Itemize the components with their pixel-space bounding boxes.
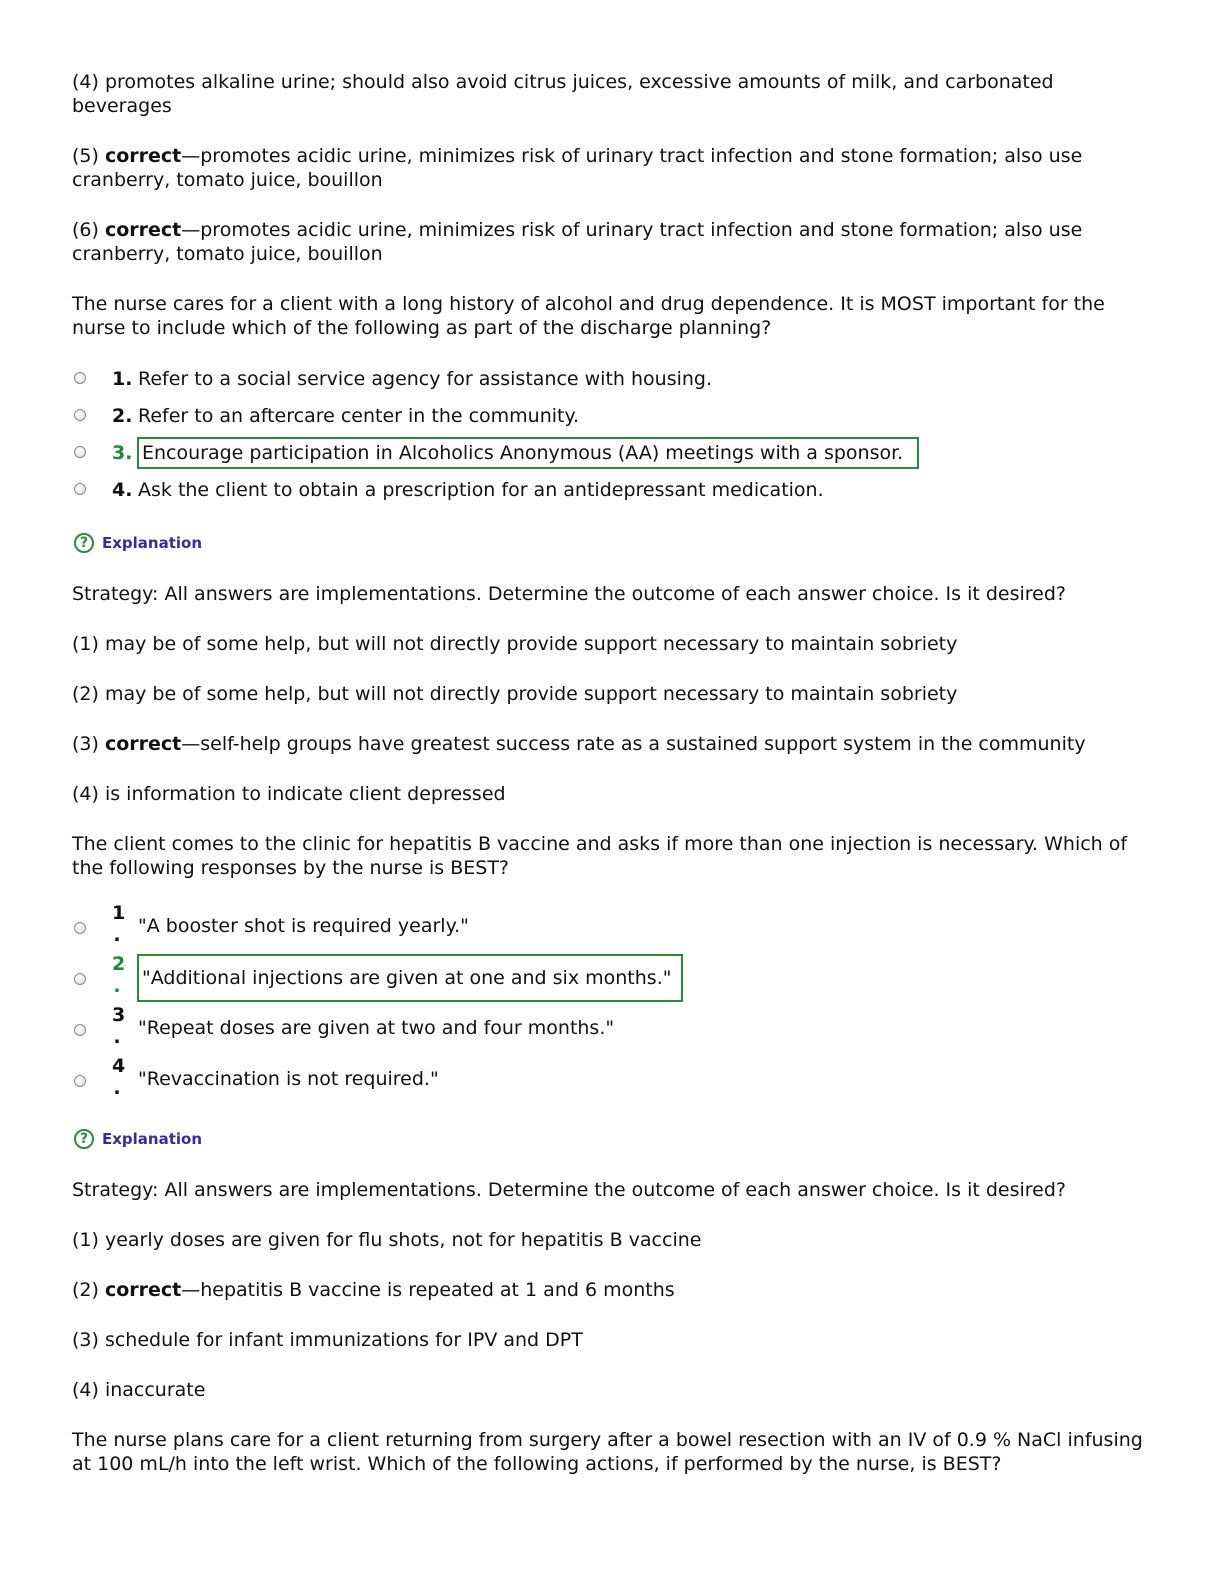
rationale-3: (3) correct—self-help groups have greatest success rate as a sustained support system in the community xyxy=(72,733,1086,755)
question-2-text: The client comes to the clinic for hepatitis B vaccine and asks if more than one injection is necessary. Which of the following responses by the nurse is BEST? xyxy=(72,833,1128,879)
answer-choice-2[interactable] xyxy=(72,399,1152,436)
rationale-3: (3) schedule for infant immunizations for IPV and DPT xyxy=(72,1329,583,1351)
choice-text: "Revaccination is not required." xyxy=(138,1068,439,1090)
question-circle-icon: ? xyxy=(74,1129,94,1149)
radio-button[interactable] xyxy=(74,922,86,934)
question-1-choices xyxy=(72,362,1152,510)
question-2-choices xyxy=(72,902,1152,1106)
rationale-1: (1) may be of some help, but will not directly provide support necessary to maintain sobriety xyxy=(72,633,958,655)
strategy-text: Strategy: All answers are implementations. Determine the outcome of each answer choice. Is it desired? xyxy=(72,1179,1067,1201)
rationale-2: (2) correct—hepatitis B vaccine is repeated at 1 and 6 months xyxy=(72,1279,675,1301)
explanation-link[interactable] xyxy=(72,1126,1152,1152)
correct-label: correct xyxy=(104,145,182,167)
answer-choice-1[interactable] xyxy=(72,362,1152,399)
choice-text: Ask the client to obtain a prescription for an antidepressant medication. xyxy=(138,479,824,501)
correct-label: correct xyxy=(104,733,182,755)
choice-text: Refer to a social service agency for assistance with housing. xyxy=(138,368,713,390)
answer-choice-4[interactable] xyxy=(72,473,1152,510)
question-3-text: The nurse plans care for a client returning from surgery after a bowel resection with an IV of 0.9 % NaCl infusing at 100 mL/h into the left wrist. Which of the following actions, if performed by the nurse, is BEST? xyxy=(72,1429,1143,1475)
question-circle-icon: ? xyxy=(74,533,94,553)
document-page xyxy=(72,70,1152,1476)
correct-answer-highlight: "Additional injections are given at one and six months." xyxy=(137,954,683,1002)
choice-number: 4. xyxy=(112,479,133,501)
answer-choice-4[interactable] xyxy=(72,1055,1152,1106)
choice-text: "A booster shot is required yearly." xyxy=(138,915,469,937)
rationale-1: (1) yearly doses are given for flu shots, not for hepatitis B vaccine xyxy=(72,1229,702,1251)
prev-rationale-6: (6) correct—promotes acidic urine, minimizes risk of urinary tract infection and stone formation; also use cranberry, tomato juice, bouillon xyxy=(72,219,1083,265)
radio-button[interactable] xyxy=(74,446,86,458)
choice-number: 4 . xyxy=(112,1055,126,1099)
explanation-link[interactable] xyxy=(72,530,1152,556)
choice-text: "Repeat doses are given at two and four months." xyxy=(138,1017,615,1039)
explanation-label: Explanation xyxy=(102,534,203,552)
correct-label: correct xyxy=(104,1279,182,1301)
strategy-text: Strategy: All answers are implementations. Determine the outcome of each answer choice. Is it desired? xyxy=(72,583,1067,605)
rationale-4: (4) inaccurate xyxy=(72,1379,206,1401)
rationale-2: (2) may be of some help, but will not directly provide support necessary to maintain sobriety xyxy=(72,683,958,705)
choice-number: 3 . xyxy=(112,1004,126,1048)
correct-label: correct xyxy=(104,219,182,241)
prev-rationale-5: (5) correct—promotes acidic urine, minimizes risk of urinary tract infection and stone formation; also use cranberry, tomato juice, bouillon xyxy=(72,145,1083,191)
prev-rationale-4: (4) promotes alkaline urine; should also avoid citrus juices, excessive amounts of milk, and carbonated beverages xyxy=(72,71,1054,117)
choice-number: 3. xyxy=(112,442,133,464)
choice-number: 1 . xyxy=(112,902,126,946)
radio-button[interactable] xyxy=(74,1024,86,1036)
answer-choice-2-correct[interactable] xyxy=(72,953,1152,1004)
rationale-4: (4) is information to indicate client depressed xyxy=(72,783,506,805)
radio-button[interactable] xyxy=(74,1075,86,1087)
radio-button[interactable] xyxy=(74,409,86,421)
answer-choice-3[interactable] xyxy=(72,1004,1152,1055)
choice-number: 2. xyxy=(112,405,133,427)
correct-answer-highlight: Encourage participation in Alcoholics Anonymous (AA) meetings with a sponsor. xyxy=(137,437,919,469)
explanation-label: Explanation xyxy=(102,1130,203,1148)
choice-number: 1. xyxy=(112,368,133,390)
radio-button[interactable] xyxy=(74,973,86,985)
radio-button[interactable] xyxy=(74,483,86,495)
answer-choice-3-correct[interactable] xyxy=(72,436,1152,473)
choice-number: 2 . xyxy=(112,953,126,997)
choice-text: Refer to an aftercare center in the community. xyxy=(138,405,580,427)
radio-button[interactable] xyxy=(74,372,86,384)
question-1-text: The nurse cares for a client with a long history of alcohol and drug dependence. It is MOST important for the nurse to include which of the following as part of the discharge planning? xyxy=(72,293,1105,339)
answer-choice-1[interactable] xyxy=(72,902,1152,953)
